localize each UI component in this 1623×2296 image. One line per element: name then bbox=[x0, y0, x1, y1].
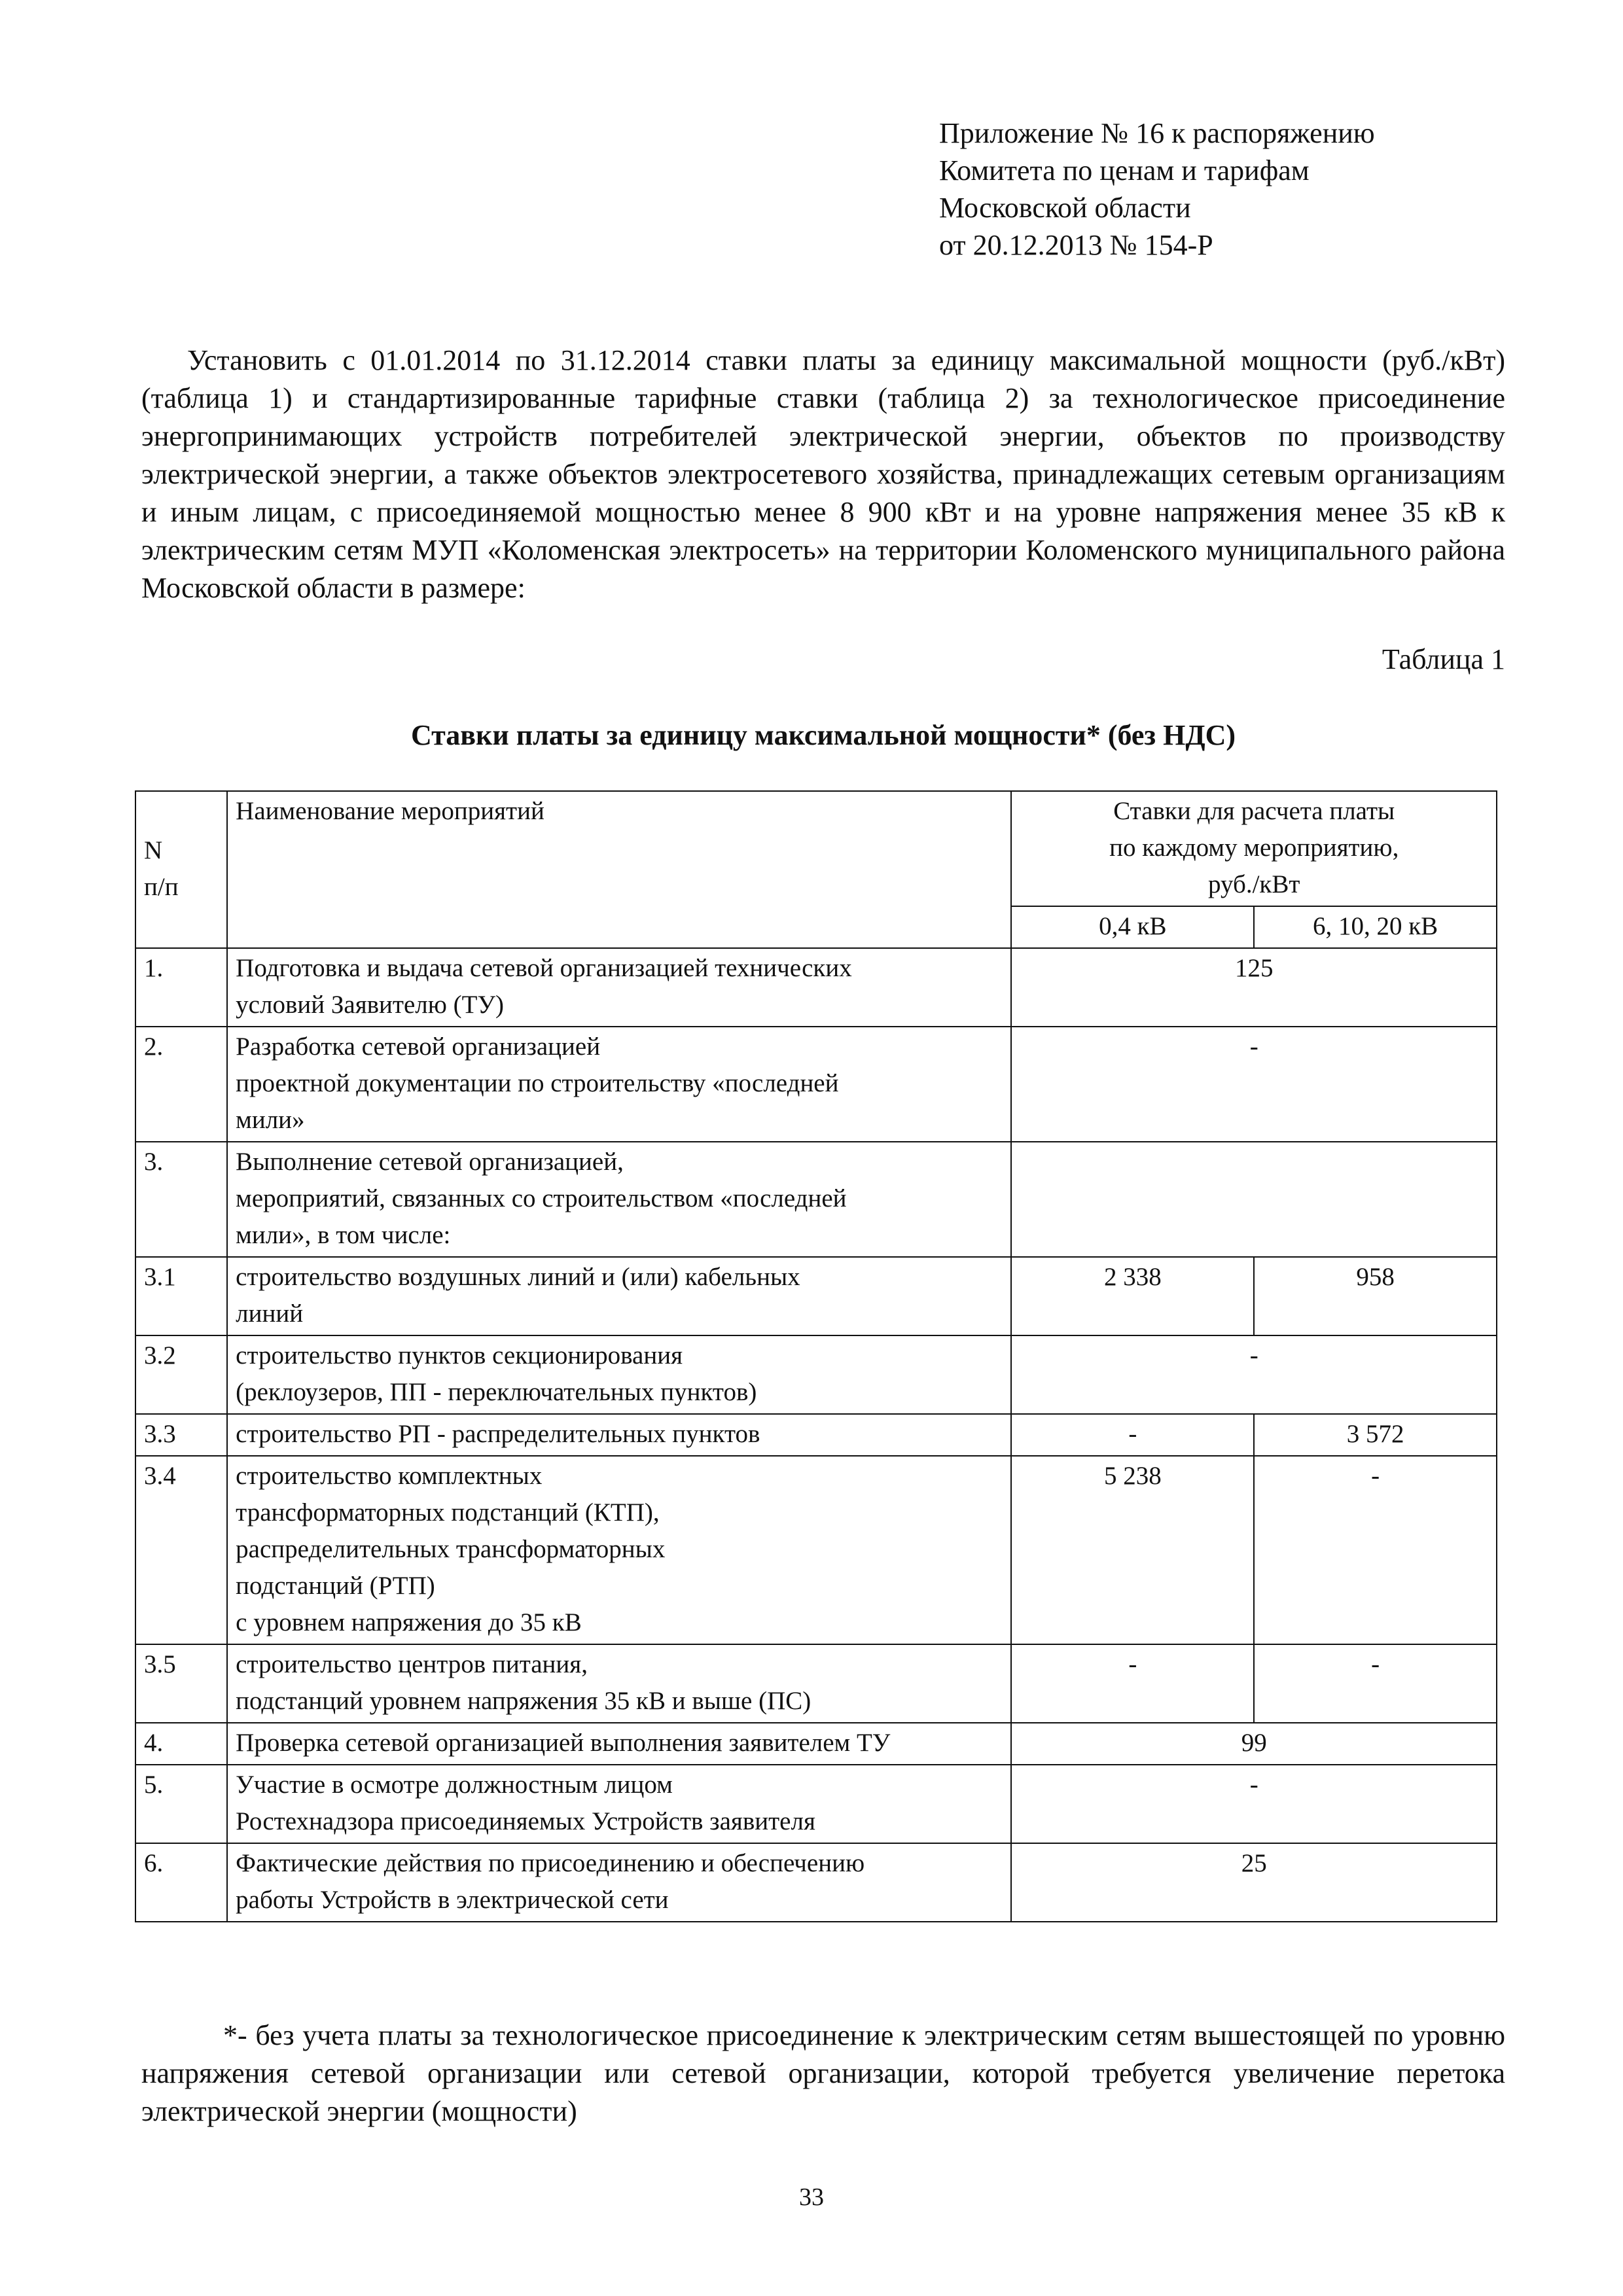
row-activity-cell: строительство воздушных линий и (или) кабельных линий bbox=[227, 1257, 1011, 1335]
row-rate-cell: 25 bbox=[1011, 1843, 1497, 1922]
row-activity-cell: строительство пунктов секционирования (реклоузеров, ПП - переключательных пунктов) bbox=[227, 1335, 1011, 1414]
row-number-cell: 3.5 bbox=[135, 1644, 227, 1723]
row-activity-cell: Разработка сетевой организацией проектной документации по строительству «последней мили» bbox=[227, 1027, 1011, 1142]
table-row bbox=[135, 1843, 1497, 1922]
row-rate-6-20kv-cell: - bbox=[1254, 1644, 1497, 1723]
header-rates-cell: Ставки для расчета платы по каждому мероприятию, руб./кВт bbox=[1011, 791, 1497, 906]
row-number-cell: 6. bbox=[135, 1843, 227, 1922]
footnote: *- без учета платы за технологическое присоединение к электрическим сетям вышестоящей по уровню напряжения сетевой организации или сетевой организации, которой требуется увеличение перетока электрической энергии (мощности) bbox=[141, 2019, 1505, 2127]
table-row bbox=[135, 1142, 1497, 1257]
row-number-cell: 3.4 bbox=[135, 1456, 227, 1644]
row-activity-cell: строительство центров питания, подстанций уровнем напряжения 35 кВ и выше (ПС) bbox=[227, 1644, 1011, 1723]
row-number-cell: 3.3 bbox=[135, 1414, 227, 1456]
row-number-cell: 5. bbox=[135, 1765, 227, 1843]
table-row bbox=[135, 1456, 1497, 1644]
header-name-cell: Наименование мероприятий bbox=[227, 791, 1011, 948]
header-line: от 20.12.2013 № 154-Р bbox=[939, 229, 1213, 261]
header-voltage-04: 0,4 кВ bbox=[1011, 906, 1254, 948]
intro-paragraph: Установить с 01.01.2014 по 31.12.2014 ставки платы за единицу максимальной мощности (руб./кВт) (таблица 1) и стандартизированные тарифные ставки (таблица 2) за технологическое присоединение энергопринимающих устройств потребителей электрической энергии, объектов по производству электрической энергии, а также объектов электросетевого хозяйства, принадлежащих сетевым организациям и иным лицам, с присоединяемой мощностью менее 8 900 кВт и на уровне напряжения менее 35 кВ к электрическим сетям МУП «Коломенская электросеть» на территории Коломенского муниципального района Московской области в размере: bbox=[141, 344, 1505, 604]
row-rate-cell: - bbox=[1011, 1335, 1497, 1414]
row-rate-cell: 99 bbox=[1011, 1723, 1497, 1765]
row-number-cell: 1. bbox=[135, 948, 227, 1027]
table-row bbox=[135, 1257, 1497, 1335]
row-activity-cell: строительство РП - распределительных пунктов bbox=[227, 1414, 1011, 1456]
row-number-cell: 3.1 bbox=[135, 1257, 227, 1335]
row-activity-cell: Фактические действия по присоединению и обеспечению работы Устройств в электрической сети bbox=[227, 1843, 1011, 1922]
row-activity-cell: Проверка сетевой организацией выполнения заявителем ТУ bbox=[227, 1723, 1011, 1765]
table-row bbox=[135, 1027, 1497, 1142]
table-header-row bbox=[135, 791, 1497, 906]
table-row bbox=[135, 1723, 1497, 1765]
row-activity-cell: строительство комплектных трансформаторных подстанций (КТП), распределительных трансформаторных подстанций (РТП) с уровнем напряжения до 35 кВ bbox=[227, 1456, 1011, 1644]
header-voltage-6-20: 6, 10, 20 кВ bbox=[1254, 906, 1497, 948]
table-row bbox=[135, 1335, 1497, 1414]
table-label: Таблица 1 bbox=[1382, 643, 1505, 675]
row-rate-6-20kv-cell: 958 bbox=[1254, 1257, 1497, 1335]
row-number-cell: 4. bbox=[135, 1723, 227, 1765]
row-rate-04kv-cell: - bbox=[1011, 1414, 1254, 1456]
row-number-cell: 3.2 bbox=[135, 1335, 227, 1414]
tariff-table bbox=[135, 790, 1497, 1922]
row-rate-cell: - bbox=[1011, 1027, 1497, 1142]
table-title: Ставки платы за единицу максимальной мощности* (без НДС) bbox=[410, 719, 1236, 751]
row-number-cell: 3. bbox=[135, 1142, 227, 1257]
row-number-cell: 2. bbox=[135, 1027, 227, 1142]
table-row bbox=[135, 1765, 1497, 1843]
row-rate-cell: - bbox=[1011, 1765, 1497, 1843]
table-row bbox=[135, 1414, 1497, 1456]
row-activity-cell: Выполнение сетевой организацией, мероприятий, связанных со строительством «последней мили», в том числе: bbox=[227, 1142, 1011, 1257]
header-line: Приложение № 16 к распоряжению bbox=[939, 117, 1375, 149]
row-rate-6-20kv-cell: - bbox=[1254, 1456, 1497, 1644]
appendix-header bbox=[939, 115, 1375, 264]
row-rate-6-20kv-cell: 3 572 bbox=[1254, 1414, 1497, 1456]
header-line: Московской области bbox=[939, 192, 1191, 224]
header-num-cell: N п/п bbox=[135, 791, 227, 948]
row-rate-04kv-cell: 2 338 bbox=[1011, 1257, 1254, 1335]
row-activity-cell: Участие в осмотре должностным лицом Ростехнадзора присоединяемых Устройств заявителя bbox=[227, 1765, 1011, 1843]
table-row bbox=[135, 948, 1497, 1027]
row-activity-cell: Подготовка и выдача сетевой организацией технических условий Заявителю (ТУ) bbox=[227, 948, 1011, 1027]
row-rate-cell bbox=[1011, 1142, 1497, 1257]
row-rate-cell: 125 bbox=[1011, 948, 1497, 1027]
row-rate-04kv-cell: 5 238 bbox=[1011, 1456, 1254, 1644]
table-row bbox=[135, 1644, 1497, 1723]
page-number: 33 bbox=[799, 2183, 824, 2211]
header-line: Комитета по ценам и тарифам bbox=[939, 154, 1310, 186]
row-rate-04kv-cell: - bbox=[1011, 1644, 1254, 1723]
